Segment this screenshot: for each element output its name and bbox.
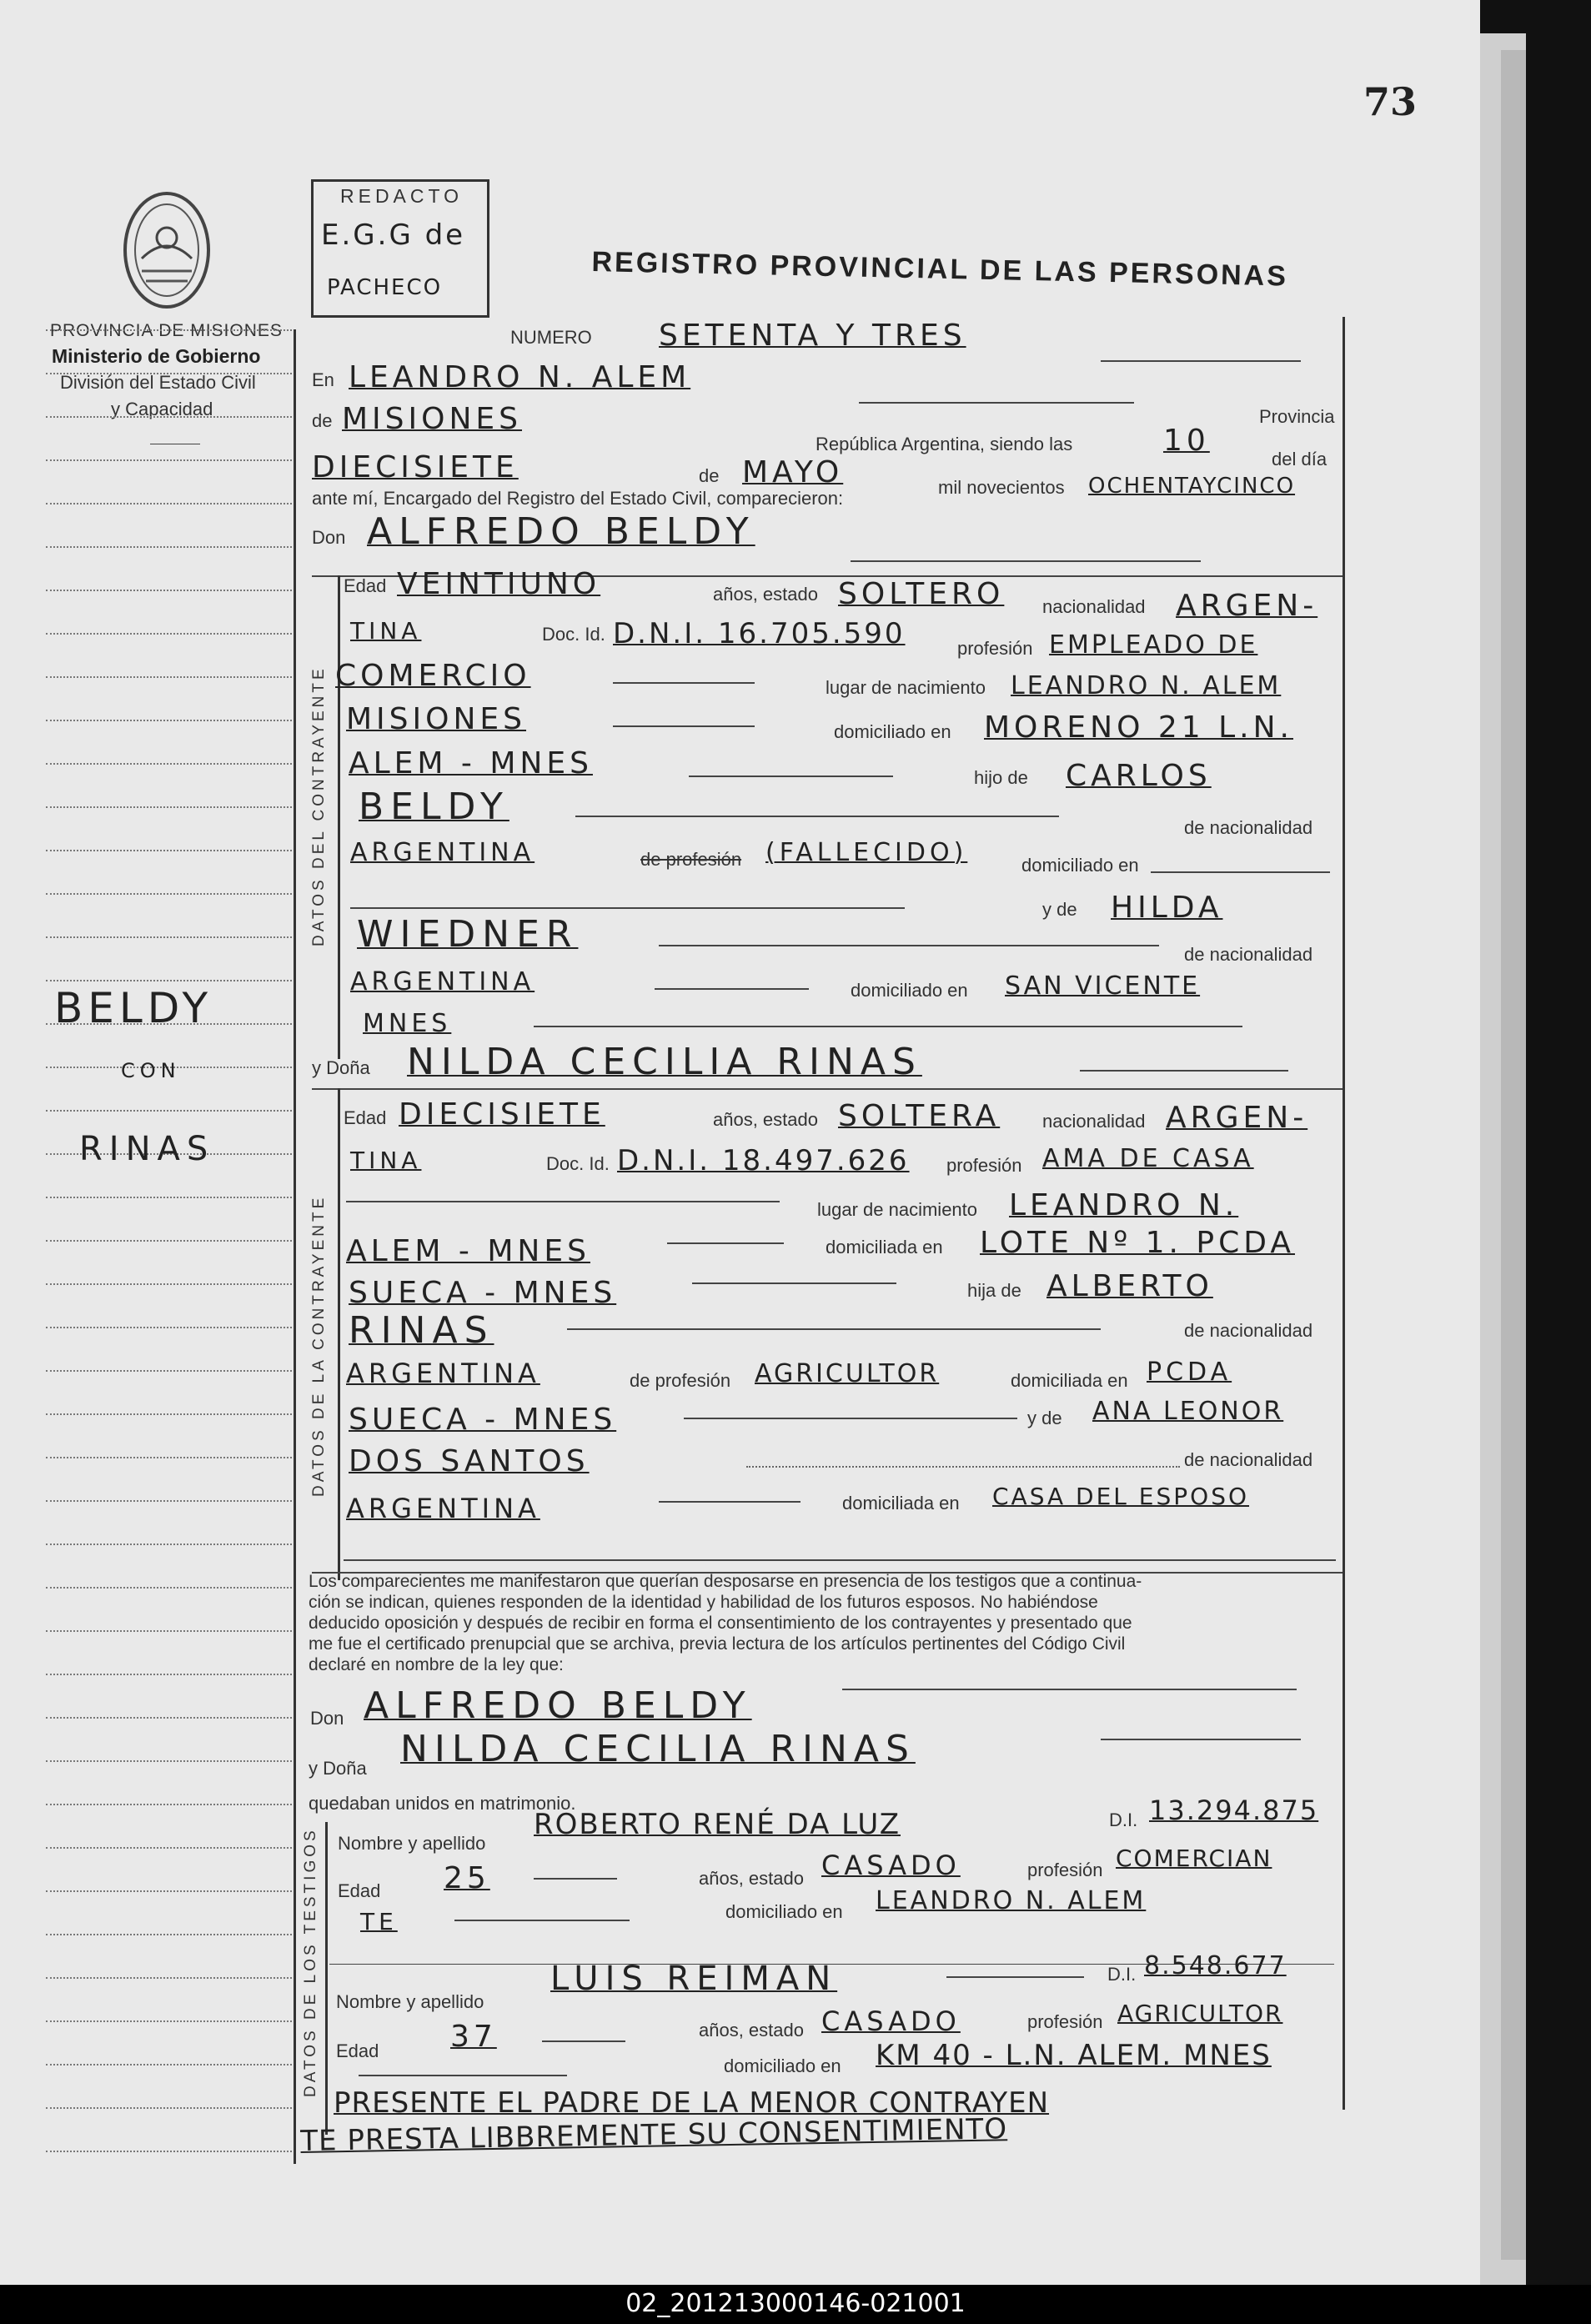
doc-id-label-f: Doc. Id.: [546, 1153, 610, 1174]
side-label-contrayente: DATOS DEL CONTRAYENTE: [310, 665, 328, 946]
contrayente-f-madre-b: DOS SANTOS: [349, 1444, 590, 1478]
di-label-1: D.I.: [1109, 1810, 1138, 1830]
contrayente-f-lugar-nac-a: LEANDRO N.: [1009, 1188, 1239, 1222]
contrayente-f-madre-nac: ARGENTINA: [346, 1493, 540, 1524]
don-label: Don: [312, 527, 346, 548]
contrayente-f-padre-dom-a: PCDA: [1147, 1358, 1232, 1387]
side-label-testigos: DATOS DE LOS TESTIGOS: [302, 1827, 319, 2097]
contrayente-madre-b: WIEDNER: [357, 913, 579, 956]
contrayente-f-madre-dom: CASA DEL ESPOSO: [992, 1483, 1250, 1510]
domicilio-b-line: [689, 776, 893, 777]
hijo-de-label: hijo de: [974, 767, 1028, 788]
gutter-ruled-line: [46, 2151, 292, 2152]
gutter-border: [294, 329, 296, 2164]
madre-dom-b-line: [534, 1026, 1242, 1027]
gutter-ruled-line: [46, 1717, 292, 1719]
declaracion-line-5: declaré en nombre de la ley que:: [309, 1655, 564, 1674]
gutter-ruled-line: [46, 980, 292, 981]
form-right-border: [1343, 317, 1345, 2110]
y-dona-label-1: y Doña: [312, 1057, 370, 1078]
footer-id: 02_201213000146-021001: [625, 2289, 966, 2318]
side-label-contrayente-f: DATOS DE LA CONTRAYENTE: [310, 1194, 328, 1497]
acta-dia: DIECISIETE: [312, 450, 519, 484]
testigo1-di: 13.294.875: [1149, 1794, 1319, 1826]
testigo2-nombre: LUIS REIMAN: [550, 1960, 838, 1998]
contrayente-lugar-nac-b: MISIONES: [346, 702, 527, 736]
stamp-line-2: PACHECO: [327, 275, 443, 300]
domiciliado-label-t1: domiciliado en: [725, 1901, 843, 1922]
anos-estado-label-t1: años, estado: [699, 1868, 804, 1889]
testigo1-edad: 25: [444, 1861, 490, 1895]
gutter-ruled-line: [46, 1197, 292, 1198]
union-dona: NILDA CECILIA RINAS: [400, 1728, 916, 1770]
testigo2-estado: CASADO: [821, 2005, 961, 2037]
contrayente-nombre: ALFREDO BELDY: [367, 510, 755, 553]
testigo2-nombre-line: [946, 1976, 1084, 1978]
contrayente-f-estado: SOLTERA: [838, 1099, 1001, 1133]
gutter-ruled-line: [46, 1457, 292, 1458]
gutter-ruled-line: [46, 1587, 292, 1589]
provincia-label: Provincia: [1259, 406, 1335, 427]
testigo1-profesion-b: TE: [360, 1908, 398, 1935]
anos-estado-label-f: años, estado: [713, 1109, 818, 1130]
book-page-edge-inner: [1501, 50, 1526, 2260]
profesion-label-f: profesión: [946, 1155, 1022, 1176]
doc-id-label: Doc. Id.: [542, 624, 605, 645]
de-nacionalidad-label-f2: de nacionalidad: [1184, 1449, 1313, 1470]
acta-provincia-nombre: MISIONES: [342, 402, 523, 436]
declaracion-line-1: Los comparecientes me manifestaron que querían desposarse en presencia de los testigos que a continua-: [309, 1572, 1142, 1591]
lugar-nac-label-f: lugar de nacimiento: [817, 1199, 978, 1220]
contrayente-f-domicilio-b: SUECA - MNES: [349, 1276, 617, 1310]
gutter-ruled-line: [46, 893, 292, 895]
header-line-division: División del Estado Civil: [60, 372, 256, 393]
contrayente-f-block-border: [338, 1088, 340, 1580]
margin-note-line-3: RINAS: [79, 1130, 215, 1168]
contrayente-padre-prof: (FALLECIDO): [765, 838, 968, 867]
gutter-ruled-line: [46, 1413, 292, 1415]
contrayente-f-nacionalidad-b: TINA: [350, 1147, 422, 1174]
declaracion-line-2: ción se indican, quienes responden de la identidad y habilidad de los futuros esposos. No habiéndose: [309, 1593, 1098, 1612]
de-profesion-label-1: de profesión: [640, 849, 742, 870]
contrayente-domicilio-b: ALEM - MNES: [349, 746, 593, 781]
testigo2-edad: 37: [450, 2020, 497, 2054]
margin-note-line-2: CON: [121, 1059, 181, 1082]
testigo1-prof-line: [454, 1920, 630, 1921]
gutter-ruled-line: [46, 546, 292, 548]
gutter-ruled-line: [46, 2107, 292, 2109]
de-nacionalidad-label-f1: de nacionalidad: [1184, 1320, 1313, 1341]
contrayente-f-edad: DIECISIETE: [399, 1097, 605, 1132]
nota-line-2: TE PRESTA LIBBREMENTE SU CONSENTIMIENTO: [300, 2112, 1008, 2158]
testigo1-domicilio: LEANDRO N. ALEM: [876, 1886, 1147, 1915]
contrayente-profesion-b: COMERCIO: [335, 659, 531, 693]
nacionalidad-label-f: nacionalidad: [1042, 1111, 1146, 1132]
contrayente-f-lugar-nac-b: ALEM - MNES: [346, 1234, 590, 1268]
gutter-ruled-line: [46, 329, 292, 331]
madre-nac-line: [655, 988, 809, 990]
quedaban-text: quedaban unidos en matrimonio.: [309, 1793, 576, 1814]
edad-label: Edad: [344, 575, 387, 596]
gutter-ruled-line: [46, 2020, 292, 2022]
profesion-b-line: [613, 682, 755, 684]
nombre-apellido-label-1: Nombre y apellido: [338, 1833, 486, 1854]
lugar-nac-b-line: [613, 725, 755, 727]
contrayente-estado: SOLTERO: [838, 577, 1005, 611]
lugar-nac-f-line: [667, 1242, 784, 1244]
contrayente-f-padre-b: RINAS: [349, 1309, 494, 1352]
y-de-label-1: y de: [1042, 899, 1077, 920]
profesion-f-line: [346, 1201, 780, 1202]
gutter-ruled-line: [46, 806, 292, 808]
gutter-ruled-line: [46, 1110, 292, 1112]
acta-mes: MAYO: [742, 455, 844, 489]
gutter-ruled-line: [46, 1500, 292, 1502]
union-don-label: Don: [310, 1708, 344, 1729]
testigos-block-border: [325, 1822, 328, 2135]
gutter-ruled-line: [46, 503, 292, 504]
acta-hora: 10: [1163, 424, 1210, 458]
padre-f-b-line: [567, 1328, 1101, 1330]
union-dona-label: y Doña: [309, 1758, 367, 1779]
testigo2-di: 8.548.677: [1144, 1951, 1287, 1980]
profesion-label: profesión: [957, 638, 1033, 659]
de-label: de: [312, 410, 333, 431]
stamp-line-1: E.G.G de: [321, 218, 466, 252]
contrayente-f-domicilio-a: LOTE Nº 1. PCDA: [980, 1226, 1295, 1260]
declaracion-line-4: me fue el certificado prenupcial que se archiva, previa lectura de los artículos pertinentes del Código Civil: [309, 1634, 1126, 1654]
acta-anio: OCHENTAYCINCO: [1088, 474, 1296, 499]
edad-label-t1: Edad: [338, 1880, 381, 1901]
gutter-ruled-line: [46, 1630, 292, 1632]
anos-estado-label: años, estado: [713, 584, 818, 605]
contrayente-madre-dom-a: SAN VICENTE: [1005, 971, 1201, 1001]
domiciliada-label-madre-f: domiciliada en: [842, 1493, 960, 1513]
gutter-ruled-line: [46, 676, 292, 678]
lugar-nac-label: lugar de nacimiento: [826, 677, 986, 698]
domiciliado-label-t2: domiciliado en: [724, 2055, 841, 2076]
en-line: [859, 402, 1134, 404]
del-dia-label: del día: [1272, 449, 1328, 469]
domiciliado-label-madre: domiciliado en: [851, 980, 968, 1001]
gutter-ruled-line: [46, 1847, 292, 1849]
contrayente-f-padre-prof: AGRICULTOR: [755, 1359, 940, 1388]
dona-line-end: [312, 1088, 1343, 1090]
domiciliado-label: domiciliado en: [834, 721, 951, 742]
don-line: [851, 560, 1201, 562]
contrayente-madre-dom-b: MNES: [363, 1009, 452, 1038]
ante-mi-text: ante mí, Encargado del Registro del Estado Civil, comparecieron:: [312, 488, 844, 509]
contrayente-f-nacionalidad-a: ARGEN-: [1166, 1101, 1308, 1135]
contrayente-padre-b: BELDY: [359, 786, 509, 828]
madre-f-b-line: [746, 1466, 1180, 1468]
y-de-label-f: y de: [1027, 1408, 1062, 1428]
contrayente-f-profesion: AMA DE CASA: [1042, 1144, 1254, 1173]
contrayente-padre-nac: ARGENTINA: [350, 838, 535, 867]
header-line-ministry: Ministerio de Gobierno: [52, 345, 261, 367]
testigo2-edad-line-2: [359, 2075, 567, 2076]
gutter-ruled-line: [46, 416, 292, 418]
de-nacionalidad-label-1: de nacionalidad: [1184, 817, 1313, 838]
header-line-province: PROVINCIA DE MISIONES: [50, 321, 283, 340]
nota-line-1: PRESENTE EL PADRE DE LA MENOR CONTRAYEN: [334, 2086, 1050, 2120]
republica-label: República Argentina, siendo las: [816, 434, 1073, 454]
en-label: En: [312, 369, 334, 390]
gutter-ruled-line: [46, 1240, 292, 1242]
gutter-ruled-line: [46, 1327, 292, 1328]
declaracion-line-3: deducido oposición y después de recibir en forma el consentimiento de los contrayentes y presentado que: [309, 1614, 1132, 1633]
domiciliada-label-f: domiciliada en: [826, 1237, 943, 1257]
profesion-label-t1: profesión: [1027, 1860, 1103, 1880]
testigo1-estado: CASADO: [821, 1850, 961, 1881]
contrayente-nacionalidad-b: TINA: [350, 617, 422, 645]
gutter-ruled-line: [46, 720, 292, 721]
gutter-ruled-line: [46, 1674, 292, 1675]
contrayente-madre-nac: ARGENTINA: [350, 967, 535, 996]
de-nacionalidad-label-2: de nacionalidad: [1184, 944, 1313, 965]
gutter-ruled-line: [46, 763, 292, 765]
gutter-ruled-line: [46, 590, 292, 591]
testigo2-edad-line: [542, 2040, 625, 2042]
testigo1-edad-line: [534, 1878, 617, 1880]
contrayente-padre-a: CARLOS: [1066, 759, 1212, 793]
gutter-ruled-line: [46, 1283, 292, 1285]
de-mes-label: de: [699, 465, 720, 486]
domiciliado-label-padre: domiciliado en: [1021, 855, 1139, 876]
gutter-ruled-line: [46, 633, 292, 635]
edad-label-t2: Edad: [336, 2040, 379, 2061]
gutter-ruled-line: [46, 1890, 292, 1892]
di-label-2: D.I.: [1107, 1964, 1137, 1985]
nacionalidad-label: nacionalidad: [1042, 596, 1146, 617]
contrayente-f-padre-dom-b: SUECA - MNES: [349, 1403, 617, 1437]
gutter-ruled-line: [46, 936, 292, 938]
header-line-capacity: y Capacidad: [111, 399, 213, 419]
gutter-ruled-line: [46, 1977, 292, 1979]
de-profesion-label-f: de profesión: [630, 1370, 731, 1391]
union-don: ALFREDO BELDY: [364, 1684, 752, 1727]
dona-line: [1080, 1070, 1288, 1072]
contrayente-block-border: [338, 575, 340, 1059]
numero-label: NUMERO: [510, 327, 592, 348]
domiciliada-label-padre-f: domiciliada en: [1011, 1370, 1128, 1391]
contrayente-nacionalidad-a: ARGEN-: [1176, 589, 1318, 623]
gutter-ruled-line: [46, 2064, 292, 2065]
coat-of-arms-icon: [117, 188, 217, 313]
testigo1-nombre: ROBERTO RENÉ DA LUZ: [534, 1808, 901, 1841]
gutter-ruled-line: [46, 1370, 292, 1372]
gutter-ruled-line: [46, 459, 292, 461]
contrayente-doc: D.N.I. 16.705.590: [613, 617, 906, 650]
testigo1-profesion-a: COMERCIAN: [1116, 1845, 1272, 1872]
testigo2-profesion: AGRICULTOR: [1117, 2000, 1283, 2027]
madre-f-dom-line: [344, 1559, 1336, 1561]
contrayente-f-padre-a: ALBERTO: [1046, 1269, 1213, 1303]
acta-lugar: LEANDRO N. ALEM: [349, 360, 691, 394]
edad-label-f: Edad: [344, 1107, 387, 1128]
acta-numero: SETENTA Y TRES: [659, 319, 966, 353]
contrayente-f-madre-a: ANA LEONOR: [1092, 1397, 1284, 1426]
gutter-ruled-line: [46, 850, 292, 851]
contrayente-f-nombre: NILDA CECILIA RINAS: [407, 1041, 922, 1083]
union-don-line: [842, 1689, 1297, 1690]
union-dona-line: [1101, 1739, 1301, 1740]
contrayente-profesion-a: EMPLEADO DE: [1049, 630, 1258, 660]
padre-dom-line: [1151, 871, 1330, 873]
domicilio-f-b-line: [692, 1282, 896, 1284]
numero-line: [1101, 360, 1301, 362]
anos-estado-label-t2: años, estado: [699, 2020, 804, 2040]
contrayente-lugar-nac-a: LEANDRO N. ALEM: [1011, 671, 1282, 700]
gutter-ruled-line: [46, 1934, 292, 1935]
profesion-label-t2: profesión: [1027, 2011, 1103, 2032]
stamp-label: REDACTO: [340, 185, 464, 207]
page-number: 73: [1363, 79, 1418, 124]
contrayente-madre-a: HILDA: [1111, 891, 1223, 925]
contrayente-edad: VEINTIUNO: [397, 567, 601, 601]
contrayente-domicilio-a: MORENO 21 L.N.: [984, 710, 1293, 745]
page-title: REGISTRO PROVINCIAL DE LAS PERSONAS: [591, 246, 1289, 293]
nombre-apellido-label-2: Nombre y apellido: [336, 1991, 484, 2012]
mil-novecientos-label: mil novecientos: [938, 477, 1065, 498]
margin-note-line-1: BELDY: [54, 984, 213, 1032]
madre-f-nac-line: [659, 1501, 801, 1503]
gutter-ruled-line: [46, 1543, 292, 1545]
contrayente-f-padre-nac: ARGENTINA: [346, 1358, 540, 1389]
padre-dom-line-2: [350, 907, 905, 909]
contrayente-f-doc: D.N.I. 18.497.626: [617, 1144, 910, 1177]
padre-f-dom-b-line: [684, 1418, 1017, 1419]
padre-b-line: [575, 816, 1059, 817]
gutter-ruled-line: [46, 373, 292, 374]
testigo2-domicilio: KM 40 - L.N. ALEM. MNES: [876, 2039, 1272, 2072]
gutter-ruled-line: [46, 1804, 292, 1805]
madre-b-line: [659, 945, 1159, 946]
hija-de-label: hija de: [967, 1280, 1021, 1301]
gutter-ruled-line: [46, 1760, 292, 1762]
